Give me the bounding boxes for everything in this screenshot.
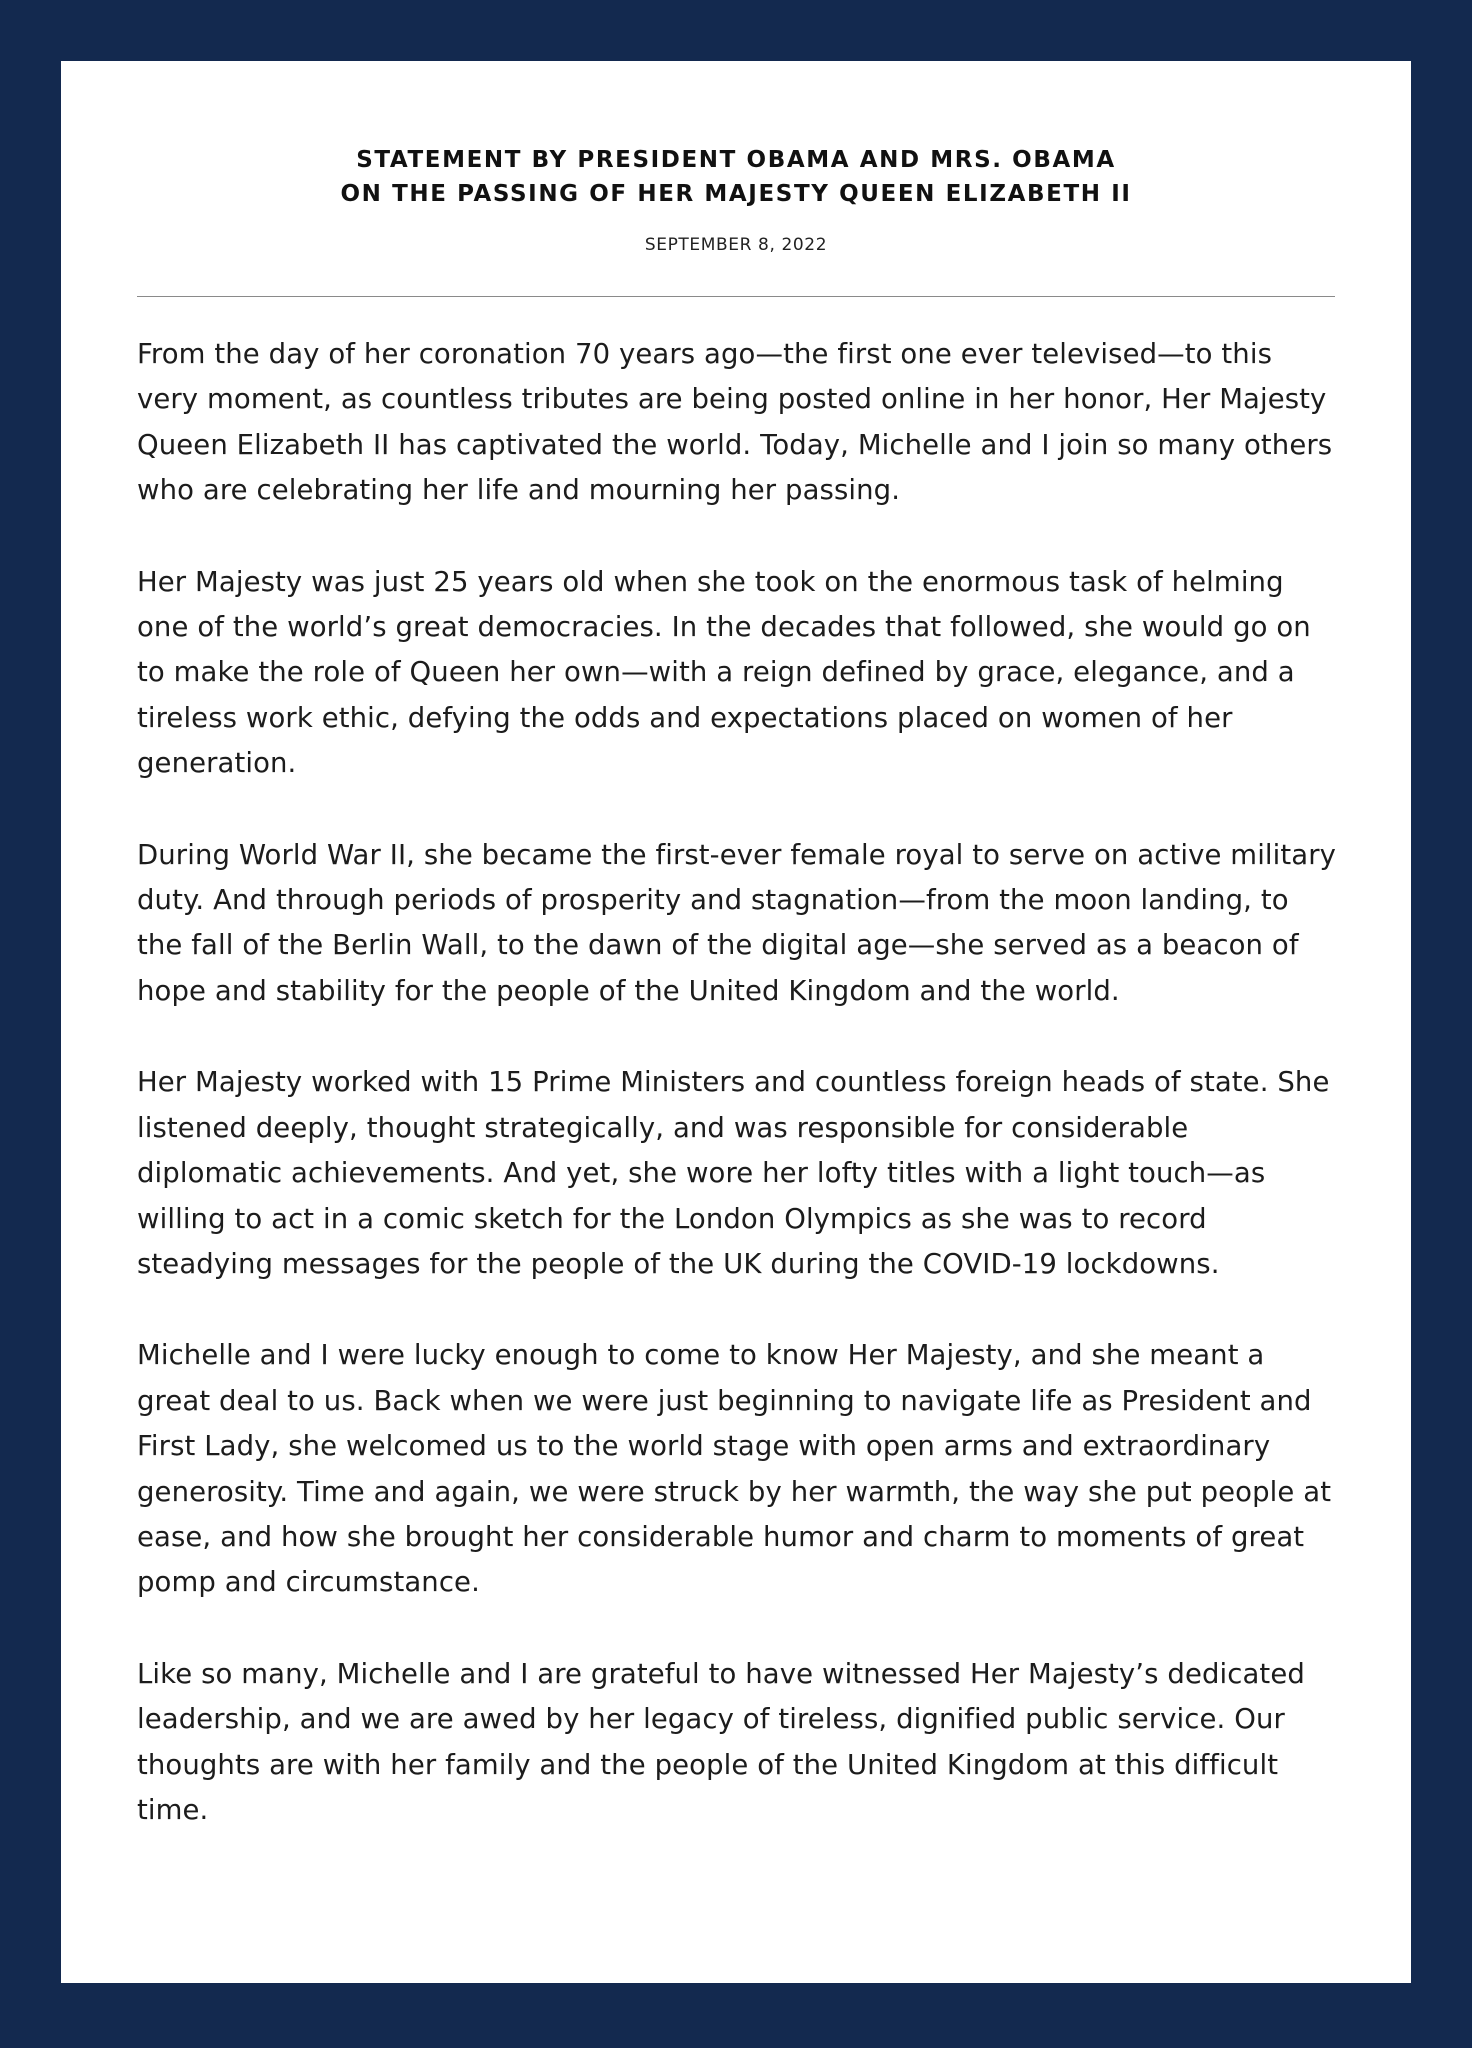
- statement-date: SEPTEMBER 8, 2022: [644, 235, 828, 255]
- paragraph-1: From the day of her coronation 70 years ago—the first one ever televised—to this very moment, as countless tributes are being posted online in her honor, Her Majesty Queen Elizabeth II has captivated the world. Today, Michelle and I join so many others who are celebrating her life and mourning her passing.: [137, 338, 1333, 507]
- statement-title-line-2: ON THE PASSING OF HER MAJESTY QUEEN ELIZABETH II: [340, 181, 1132, 207]
- statement-header: [61, 143, 1411, 255]
- header-divider: [137, 296, 1335, 297]
- paragraph-3: During World War II, she became the first-ever female royal to serve on active military duty. And through periods of prosperity and stagnation—from the moon landing, to the fall of the Berlin Wall, to the dawn of the digital age—she served as a beacon of hope and stability for the people of the United Kingdom and the world.: [137, 838, 1337, 1007]
- paragraph-4: Her Majesty worked with 15 Prime Ministers and countless foreign heads of state. She listened deeply, thought strategically, and was responsible for considerable diplomatic achievements. And yet, she wore her lofty titles with a light touch—as willing to act in a comic sketch for the London Olympics as she was to record steadying messages for the people of the UK during the COVID-19 lockdowns.: [137, 1066, 1330, 1280]
- statement-page: [61, 61, 1411, 1983]
- paragraph-5: Michelle and I were lucky enough to come to know Her Majesty, and she meant a great deal to us. Back when we were just beginning to navigate life as President and First Lady, she welcomed us to the world stage with open arms and extraordinary generosity. Time and again, we were struck by her warmth, the way she put people at ease, and how she brought her considerable humor and charm to moments of great pomp and circumstance.: [137, 1339, 1332, 1599]
- statement-body: [137, 332, 1341, 1879]
- statement-title-line-1: STATEMENT BY PRESIDENT OBAMA AND MRS. OBAMA: [356, 147, 1116, 173]
- paragraph-2: Her Majesty was just 25 years old when she took on the enormous task of helming one of the world’s great democracies. In the decades that followed, she would go on to make the role of Queen her own—with a reign defined by grace, elegance, and a tireless work ethic, defying the odds and expectations placed on women of her generation.: [137, 565, 1311, 780]
- paragraph-6: Like so many, Michelle and I are grateful to have witnessed Her Majesty’s dedicated leadership, and we are awed by her legacy of tireless, dignified public service. Our thoughts are with her family and the people of the United Kingdom at this difficult time.: [137, 1657, 1305, 1826]
